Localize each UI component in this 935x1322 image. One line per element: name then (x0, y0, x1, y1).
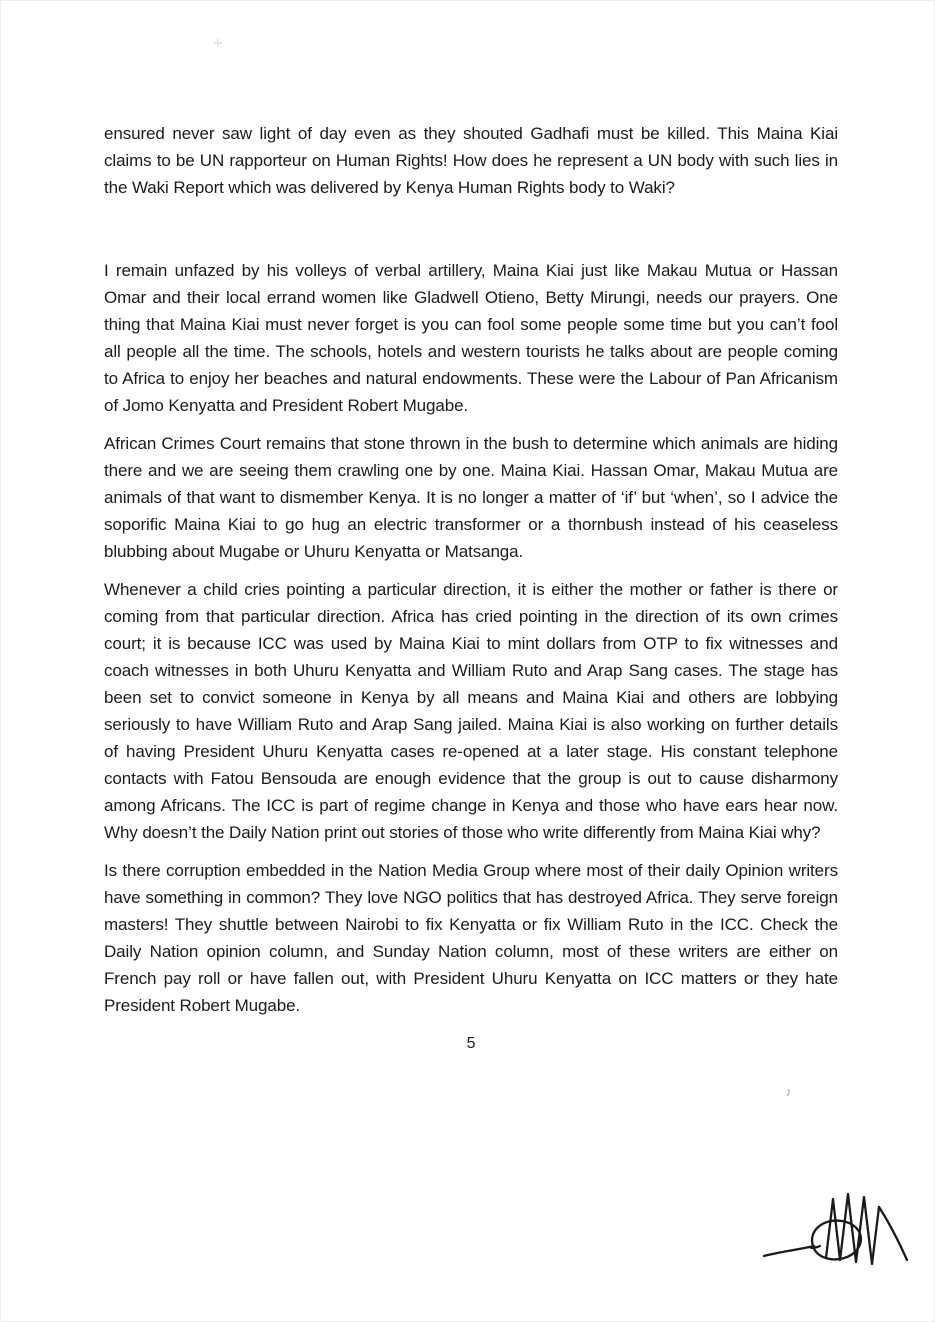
page-number: 5 (466, 1035, 476, 1052)
paragraph: African Crimes Court remains that stone thrown in the bush to determine which animals are hiding there and we are seeing them crawling one by one. Maina Kiai. Hassan Omar, Makau Mutua are animals of that want to dismember Kenya. It is no longer a matter of ‘if’ but ‘when’, so I advice the soporific Maina Kiai to go hug an electric transformer or a thornbush instead of his ceaseless blubbing about Mugabe or Uhuru Kenyatta or Matsanga. (104, 434, 838, 561)
paragraph: Whenever a child cries pointing a particular direction, it is either the mother or father is there or coming from that particular direction. Africa has cried pointing in the direction of its own crimes court; it is because ICC was used by Maina Kiai to mint dollars from OTP to fix witnesses and coach witnesses in both Uhuru Kenyatta and William Ruto and Arap Sang cases. The stage has been set to convict someone in Kenya by all means and Maina Kiai and others are lobbying seriously to have William Ruto and Arap Sang jailed. Maina Kiai is also working on further details of having President Uhuru Kenyatta cases re-opened at a later stage. His constant telephone contacts with Fatou Bensouda are enough evidence that the group is out to cause disharmony among Africans. The ICC is part of regime change in Kenya and those who have ears hear now. Why doesn’t the Daily Nation print out stories of those who write differently from Maina Kiai why? (104, 580, 838, 842)
document-body (104, 120, 838, 1057)
paragraph: Is there corruption embedded in the Nation Media Group where most of their daily Opinion writers have something in common? They love NGO politics that has destroyed Africa. They serve foreign masters! They shuttle between Nairobi to fix Kenyatta or fix William Ruto in the ICC. Check the Daily Nation opinion column, and Sunday Nation column, most of these writers are either on French pay roll or have fallen out, with President Uhuru Kenyatta on ICC matters or they hate President Robert Mugabe. (104, 861, 838, 1015)
paragraph: I remain unfazed by his volleys of verbal artillery, Maina Kiai just like Makau Mutua or Hassan Omar and their local errand women like Gladwell Otieno, Betty Mirungi, needs our prayers. One thing that Maina Kiai must never forget is you can fool some people some time but you can’t fool all people all the time. The schools, hotels and western tourists he talks about are people coming to Africa to enjoy her beaches and natural endowments. These were the Labour of Pan Africanism of Jomo Kenyatta and President Robert Mugabe. (104, 261, 838, 415)
paragraph: ensured never saw light of day even as they shouted Gadhafi must be killed. This Maina Kiai claims to be UN rapporteur on Human Rights! How does he represent a UN body with such lies in the Waki Report which was delivered by Kenya Human Rights body to Waki? (104, 124, 838, 197)
handwritten-signature-scribble (760, 1184, 912, 1278)
scan-speck-mark (212, 37, 224, 49)
scan-stray-mark (786, 1088, 794, 1098)
